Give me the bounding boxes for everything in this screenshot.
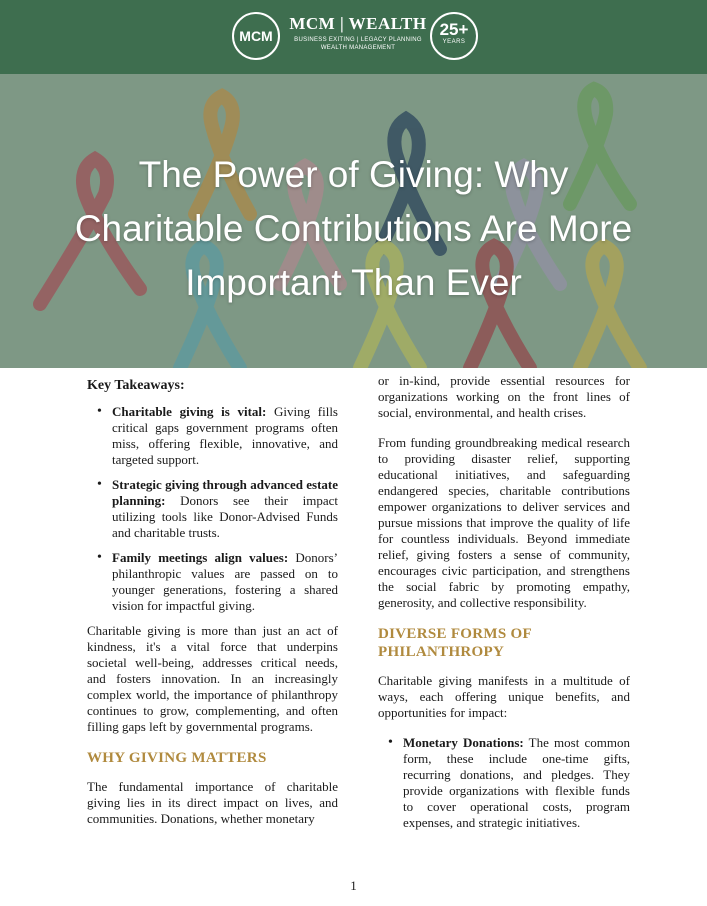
intro-paragraph: Charitable giving is more than just an act of kindness, it's a vital force that underpins societal well-being, addresses critical needs, and fosters innovation. In an increasingly complex world, the importance of philanthropy continues to grow, complementing, and often filling gaps left by governmental programs. — [87, 623, 338, 734]
right-column — [378, 373, 630, 840]
page-number: 1 — [350, 878, 357, 893]
left-column — [87, 378, 338, 841]
bullet-text: The most common form, these include one-time gifts, recurring donations, and pledges. They provide organizations with flexible funds to cover operational costs, program expenses, and strategic initiatives. — [403, 735, 630, 830]
brand-block — [288, 14, 428, 52]
takeaway-bold: Charitable giving is vital: — [112, 404, 267, 419]
takeaway-text: Donors see their impact utilizing tools like Donor-Advised Funds and charitable trusts. — [112, 493, 338, 540]
mcm-logo — [232, 12, 280, 60]
list-item — [112, 477, 338, 541]
body-paragraph: The fundamental importance of charitable giving lies in its direct impact on lives, and communities. Donations, whether monetary — [87, 779, 338, 826]
body-paragraph: From funding groundbreaking medical research to providing disaster relief, supporting educational initiatives, and safeguarding endangered species, charitable contributions empower organizations to deliver services and pursue missions that improve the quality of life for countless individuals. Beyond immediate relief, giving fosters a sense of community, encourages civic participation, and strengthens the social fabric by promoting empathy, generosity, and collective responsibility. — [378, 435, 630, 610]
brand-name: MCM | WEALTH — [289, 14, 427, 33]
header-band — [0, 0, 707, 74]
takeaway-text: Donors’ philanthropic values are passed on to younger generations, fostering a shared vision for impactful giving. — [112, 550, 339, 613]
hero-banner — [0, 74, 707, 368]
forms-list — [378, 735, 630, 831]
body-paragraph: Charitable giving manifests in a multitude of ways, each offering unique benefits, and opportunities for impact: — [378, 673, 630, 720]
takeaway-bold: Strategic giving through advanced estate planning: — [112, 477, 338, 508]
list-item — [403, 735, 630, 831]
takeaway-bold: Family meetings align values: — [112, 550, 289, 565]
section-heading: DIVERSE FORMS OF PHILANTHROPY — [378, 626, 532, 660]
takeaways-list — [87, 404, 338, 614]
list-item — [112, 550, 338, 614]
hero-title: The Power of Giving: Why Charitable Contributions Are More Important Than Ever — [74, 154, 633, 303]
years-label: YEARS — [442, 39, 466, 45]
years-badge — [430, 12, 478, 60]
takeaway-text: Giving fills critical gaps government programs often miss, offering flexible, innovative, and targeted support. — [112, 404, 338, 467]
years-number: 25+ — [439, 20, 469, 39]
key-takeaways-heading: Key Takeaways: — [87, 378, 185, 393]
brand-tagline: BUSINESS EXITING | LEGACY PLANNING WEALTH MANAGEMENT — [294, 37, 422, 51]
list-item — [112, 404, 338, 468]
bullet-bold: Monetary Donations: — [403, 735, 524, 750]
section-heading: WHY GIVING MATTERS — [87, 750, 267, 766]
logo-text: MCM — [239, 28, 273, 44]
body-paragraph: or in-kind, provide essential resources for organizations working on the front lines of social, environmental, and health crises. — [378, 373, 630, 420]
